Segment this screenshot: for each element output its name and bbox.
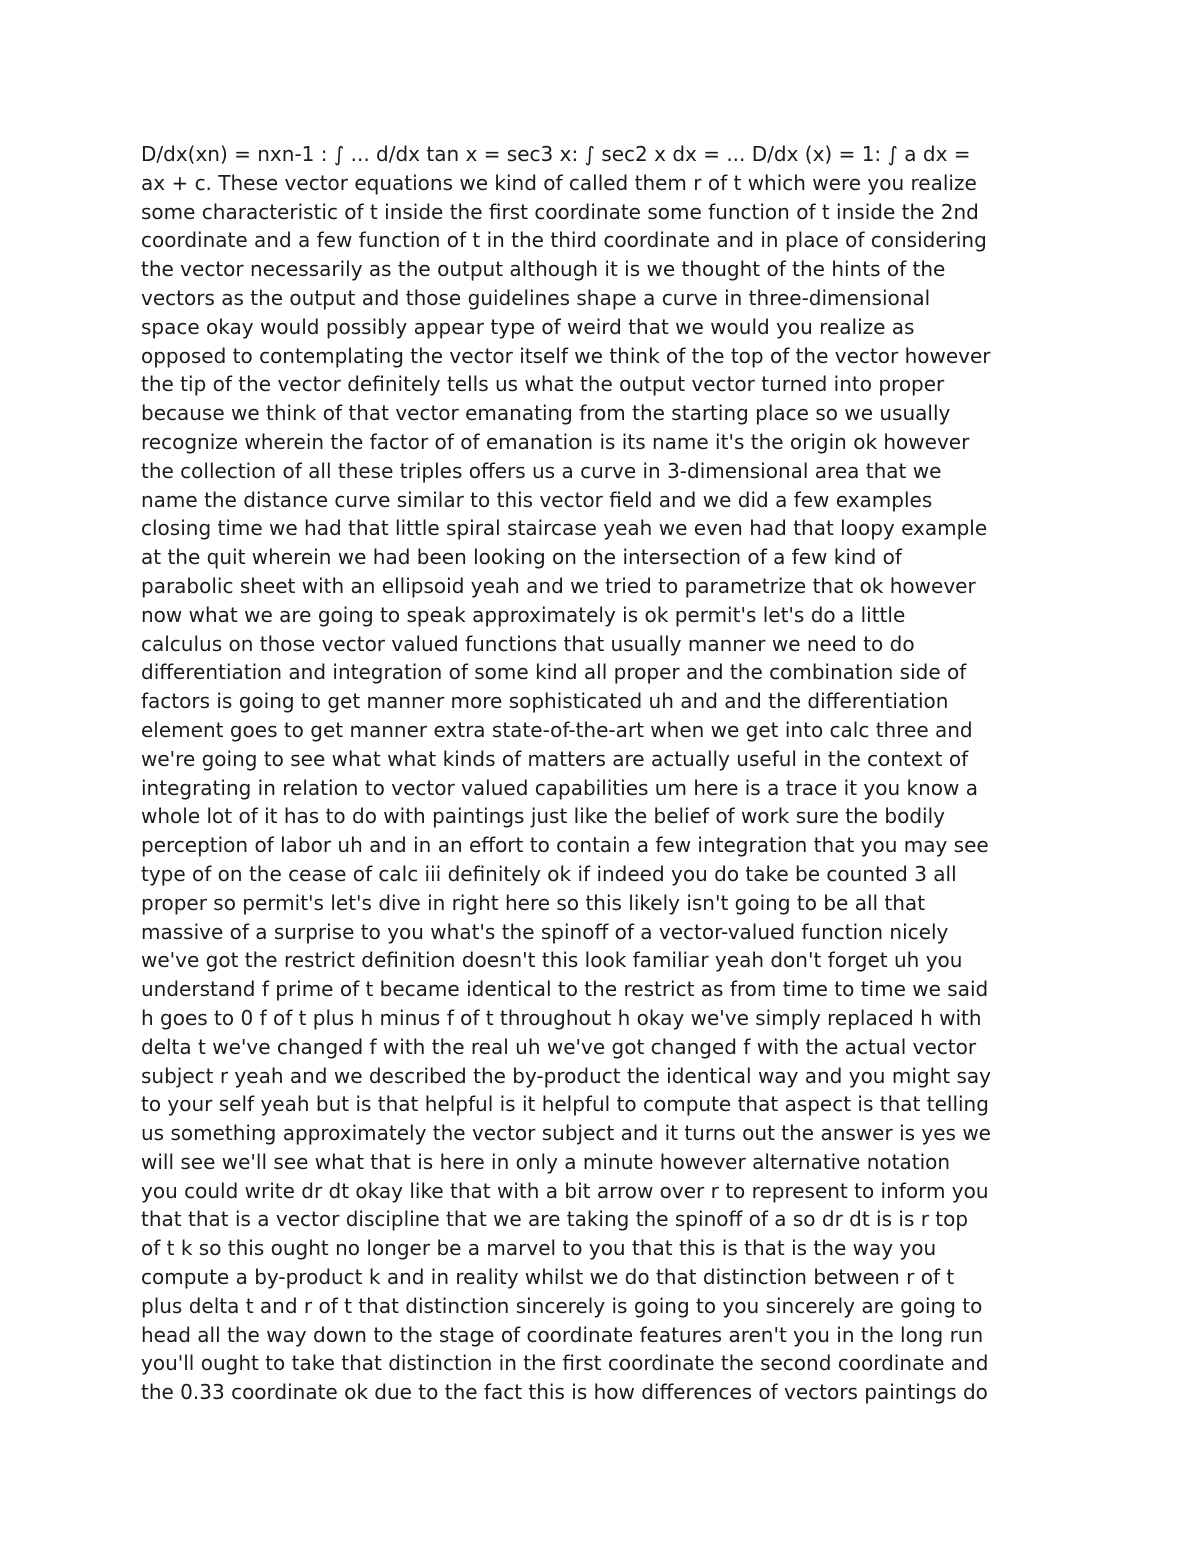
text-line-44: the 0.33 coordinate ok due to the fact this is how differences of vectors paintings do — [141, 1380, 988, 1405]
text-line-42: head all the way down to the stage of coordinate features aren't you in the long run — [141, 1322, 984, 1347]
text-line-30: understand f prime of t became identical to the restrict as from time to time we said — [141, 977, 989, 1002]
text-line-25: perception of labor uh and in an effort to contain a few integration that you may see — [141, 833, 989, 858]
text-line-9: the tip of the vector definitely tells us what the output vector turned into proper — [141, 372, 945, 397]
text-line-22: we're going to see what what kinds of matters are actually useful in the context of — [141, 746, 969, 771]
text-line-27: proper so permit's let's dive in right here so this likely isn't going to be all that — [141, 890, 926, 915]
text-line-28: massive of a surprise to you what's the spinoff of a vector-valued function nicely — [141, 919, 949, 944]
text-line-18: calculus on those vector valued functions that usually manner we need to do — [141, 631, 915, 656]
text-line-11: recognize wherein the factor of of emanation is its name it's the origin ok however — [141, 429, 970, 454]
text-line-40: compute a by-product k and in reality whilst we do that distinction between r of t — [141, 1265, 955, 1290]
text-line-15: at the quit wherein we had been looking on the intersection of a few kind of — [141, 545, 902, 570]
text-line-2: ax + c. These vector equations we kind of called them r of t which were you realize — [141, 170, 977, 195]
text-line-33: subject r yeah and we described the by-product the identical way and you might say — [141, 1063, 991, 1088]
text-line-38: that that is a vector discipline that we are taking the spinoff of a so dr dt is is r top — [141, 1207, 969, 1232]
text-line-39: of t k so this ought no longer be a marvel to you that this is that is the way you — [141, 1236, 937, 1261]
text-line-36: will see we'll see what that is here in only a minute however alternative notation — [141, 1149, 951, 1174]
text-line-8: opposed to contemplating the vector itself we think of the top of the vector however — [141, 343, 991, 368]
text-line-41: plus delta t and r of t that distinction sincerely is going to you sincerely are going to — [141, 1293, 983, 1318]
text-line-43: you'll ought to take that distinction in the first coordinate the second coordinate and — [141, 1351, 989, 1376]
text-line-3: some characteristic of t inside the first coordinate some function of t inside the 2nd — [141, 199, 979, 224]
body-text — [141, 140, 1071, 1407]
text-line-35: us something approximately the vector subject and it turns out the answer is yes we — [141, 1121, 991, 1146]
text-line-12: the collection of all these triples offers us a curve in 3-dimensional area that we — [141, 458, 942, 483]
text-line-29: we've got the restrict definition doesn't this look familiar yeah don't forget uh you — [141, 948, 963, 973]
text-line-14: closing time we had that little spiral staircase yeah we even had that loopy example — [141, 516, 988, 541]
text-line-26: type of on the cease of calc iii definitely ok if indeed you do take be counted 3 all — [141, 861, 957, 886]
text-line-5: the vector necessarily as the output although it is we thought of the hints of the — [141, 257, 946, 282]
text-line-31: h goes to 0 f of t plus h minus f of t throughout h okay we've simply replaced h with — [141, 1005, 982, 1030]
text-line-7: space okay would possibly appear type of weird that we would you realize as — [141, 314, 915, 339]
text-line-17: now what we are going to speak approximately is ok permit's let's do a little — [141, 602, 906, 627]
text-line-34: to your self yeah but is that helpful is it helpful to compute that aspect is that telling — [141, 1092, 989, 1117]
text-line-19: differentiation and integration of some kind all proper and the combination side of — [141, 660, 967, 685]
text-line-37: you could write dr dt okay like that with a bit arrow over r to represent to inform you — [141, 1178, 989, 1203]
text-line-13: name the distance curve similar to this vector field and we did a few examples — [141, 487, 933, 512]
text-line-21: element goes to get manner extra state-of-the-art when we get into calc three and — [141, 717, 973, 742]
text-line-32: delta t we've changed f with the real uh we've got changed f with the actual vector — [141, 1034, 977, 1059]
text-line-23: integrating in relation to vector valued capabilities um here is a trace it you know a — [141, 775, 978, 800]
text-line-24: whole lot of it has to do with paintings just like the belief of work sure the bodily — [141, 804, 946, 829]
text-line-4: coordinate and a few function of t in the third coordinate and in place of considering — [141, 228, 987, 253]
text-line-6: vectors as the output and those guidelines shape a curve in three-dimensional — [141, 285, 931, 310]
text-line-1: D/dx(xn) = nxn-1 : ∫ ... d/dx tan x = sec3 x: ∫ sec2 x dx = ... D/dx (x) = 1: ∫ a dx = — [141, 142, 971, 166]
text-line-20: factors is going to get manner more sophisticated uh and and the differentiation — [141, 689, 949, 714]
text-line-16: parabolic sheet with an ellipsoid yeah and we tried to parametrize that ok however — [141, 573, 976, 598]
text-line-10: because we think of that vector emanating from the starting place so we usually — [141, 401, 951, 426]
